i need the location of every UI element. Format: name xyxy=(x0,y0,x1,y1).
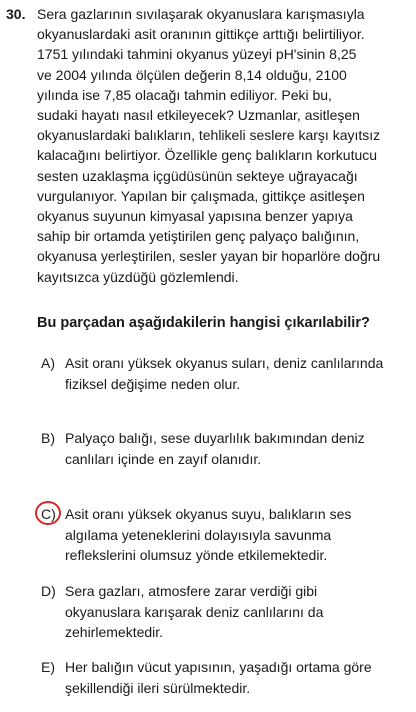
question-stem: Bu parçadan aşağıdakilerin hangisi çıkarılabilir? xyxy=(37,315,370,331)
option-line: fiziksel değişime neden olur. xyxy=(65,375,241,392)
passage-line: 1751 yılındaki tahmini okyanus yüzeyi pH'sinin 8,25 xyxy=(37,46,357,63)
option-line: Palyaço balığı, sese duyarlılık bakımından deniz xyxy=(65,430,365,446)
passage-line: vurgulanıyor. Yapılan bir çalışmada, gittikçe asitleşen xyxy=(37,187,365,204)
option-a-text xyxy=(65,353,409,394)
passage-line: kayıtsızca yüzdüğü gözlemlendi. xyxy=(37,268,239,285)
passage-line: Sera gazlarının sıvılaşarak okyanuslara karışmasıyla xyxy=(37,6,365,22)
passage-line: sudaki hayatı nasıl etkileyecek? Uzmanlar, asitleşen xyxy=(37,107,360,124)
option-line: Asit oranı yüksek okyanus suyu, balıkların ses xyxy=(65,506,352,522)
option-a-letter: A) xyxy=(41,355,55,371)
option-e-text xyxy=(65,657,409,698)
passage-line: okyanuslardaki asit oranının gittikçe arttığı belirtiliyor. xyxy=(37,26,365,43)
question-passage xyxy=(37,4,409,287)
option-line: Asit oranı yüksek okyanus suları, deniz canlılarında xyxy=(65,355,384,371)
option-line: zehirlemektedir. xyxy=(65,624,164,640)
option-b-letter: B) xyxy=(41,430,55,446)
option-line: canlıları içinde en zayıf olanıdır. xyxy=(65,450,262,467)
passage-line: okyanus suyunun kimyasal yapısına benzer yapıya xyxy=(37,208,353,225)
option-line: Her balığın vücut yapısının, yaşadığı ortama göre xyxy=(65,659,372,675)
option-line: algılama yeteneklerini dolayısıyla savunma xyxy=(65,526,332,543)
option-line: reflekslerini olumsuz yönde etkilemektedir. xyxy=(65,547,328,563)
option-d-text xyxy=(65,581,409,643)
passage-line: kalacağını belirtiyor. Özellikle genç balıkların korkutucu xyxy=(37,147,378,164)
option-d-letter: D) xyxy=(41,583,56,599)
question-number: 30. xyxy=(6,6,26,22)
passage-line: sesten uzaklaşma içgüdüsünün sekteye uğrayacağı xyxy=(37,167,358,184)
passage-line: okyanusa yerleştirilen, sesler yayan bir hoparlöre doğru xyxy=(37,248,381,265)
option-line: şekillendiği ileri sürülmektedir. xyxy=(65,679,251,696)
option-e-letter: E) xyxy=(41,659,55,675)
passage-line: ve 2004 yılında ölçülen değerin 8,14 olduğu, 2100 xyxy=(37,66,347,83)
passage-line: yılında ise 7,85 olacağı tahmin ediliyor. Peki bu, xyxy=(37,86,332,103)
passage-line: sahip bir ortamda yetiştirilen genç palyaço balığının, xyxy=(37,228,360,245)
option-line: Sera gazları, atmosfere zarar verdiği gibi xyxy=(65,583,318,599)
option-c-letter: C) xyxy=(41,506,56,522)
passage-line: okyanuslardaki balıkların, tehlikeli seslere karşı kayıtsız xyxy=(37,127,381,144)
option-b-text xyxy=(65,428,409,469)
option-c-text xyxy=(65,504,409,566)
option-line: okyanuslara karışarak deniz canlılarını da xyxy=(65,603,324,620)
